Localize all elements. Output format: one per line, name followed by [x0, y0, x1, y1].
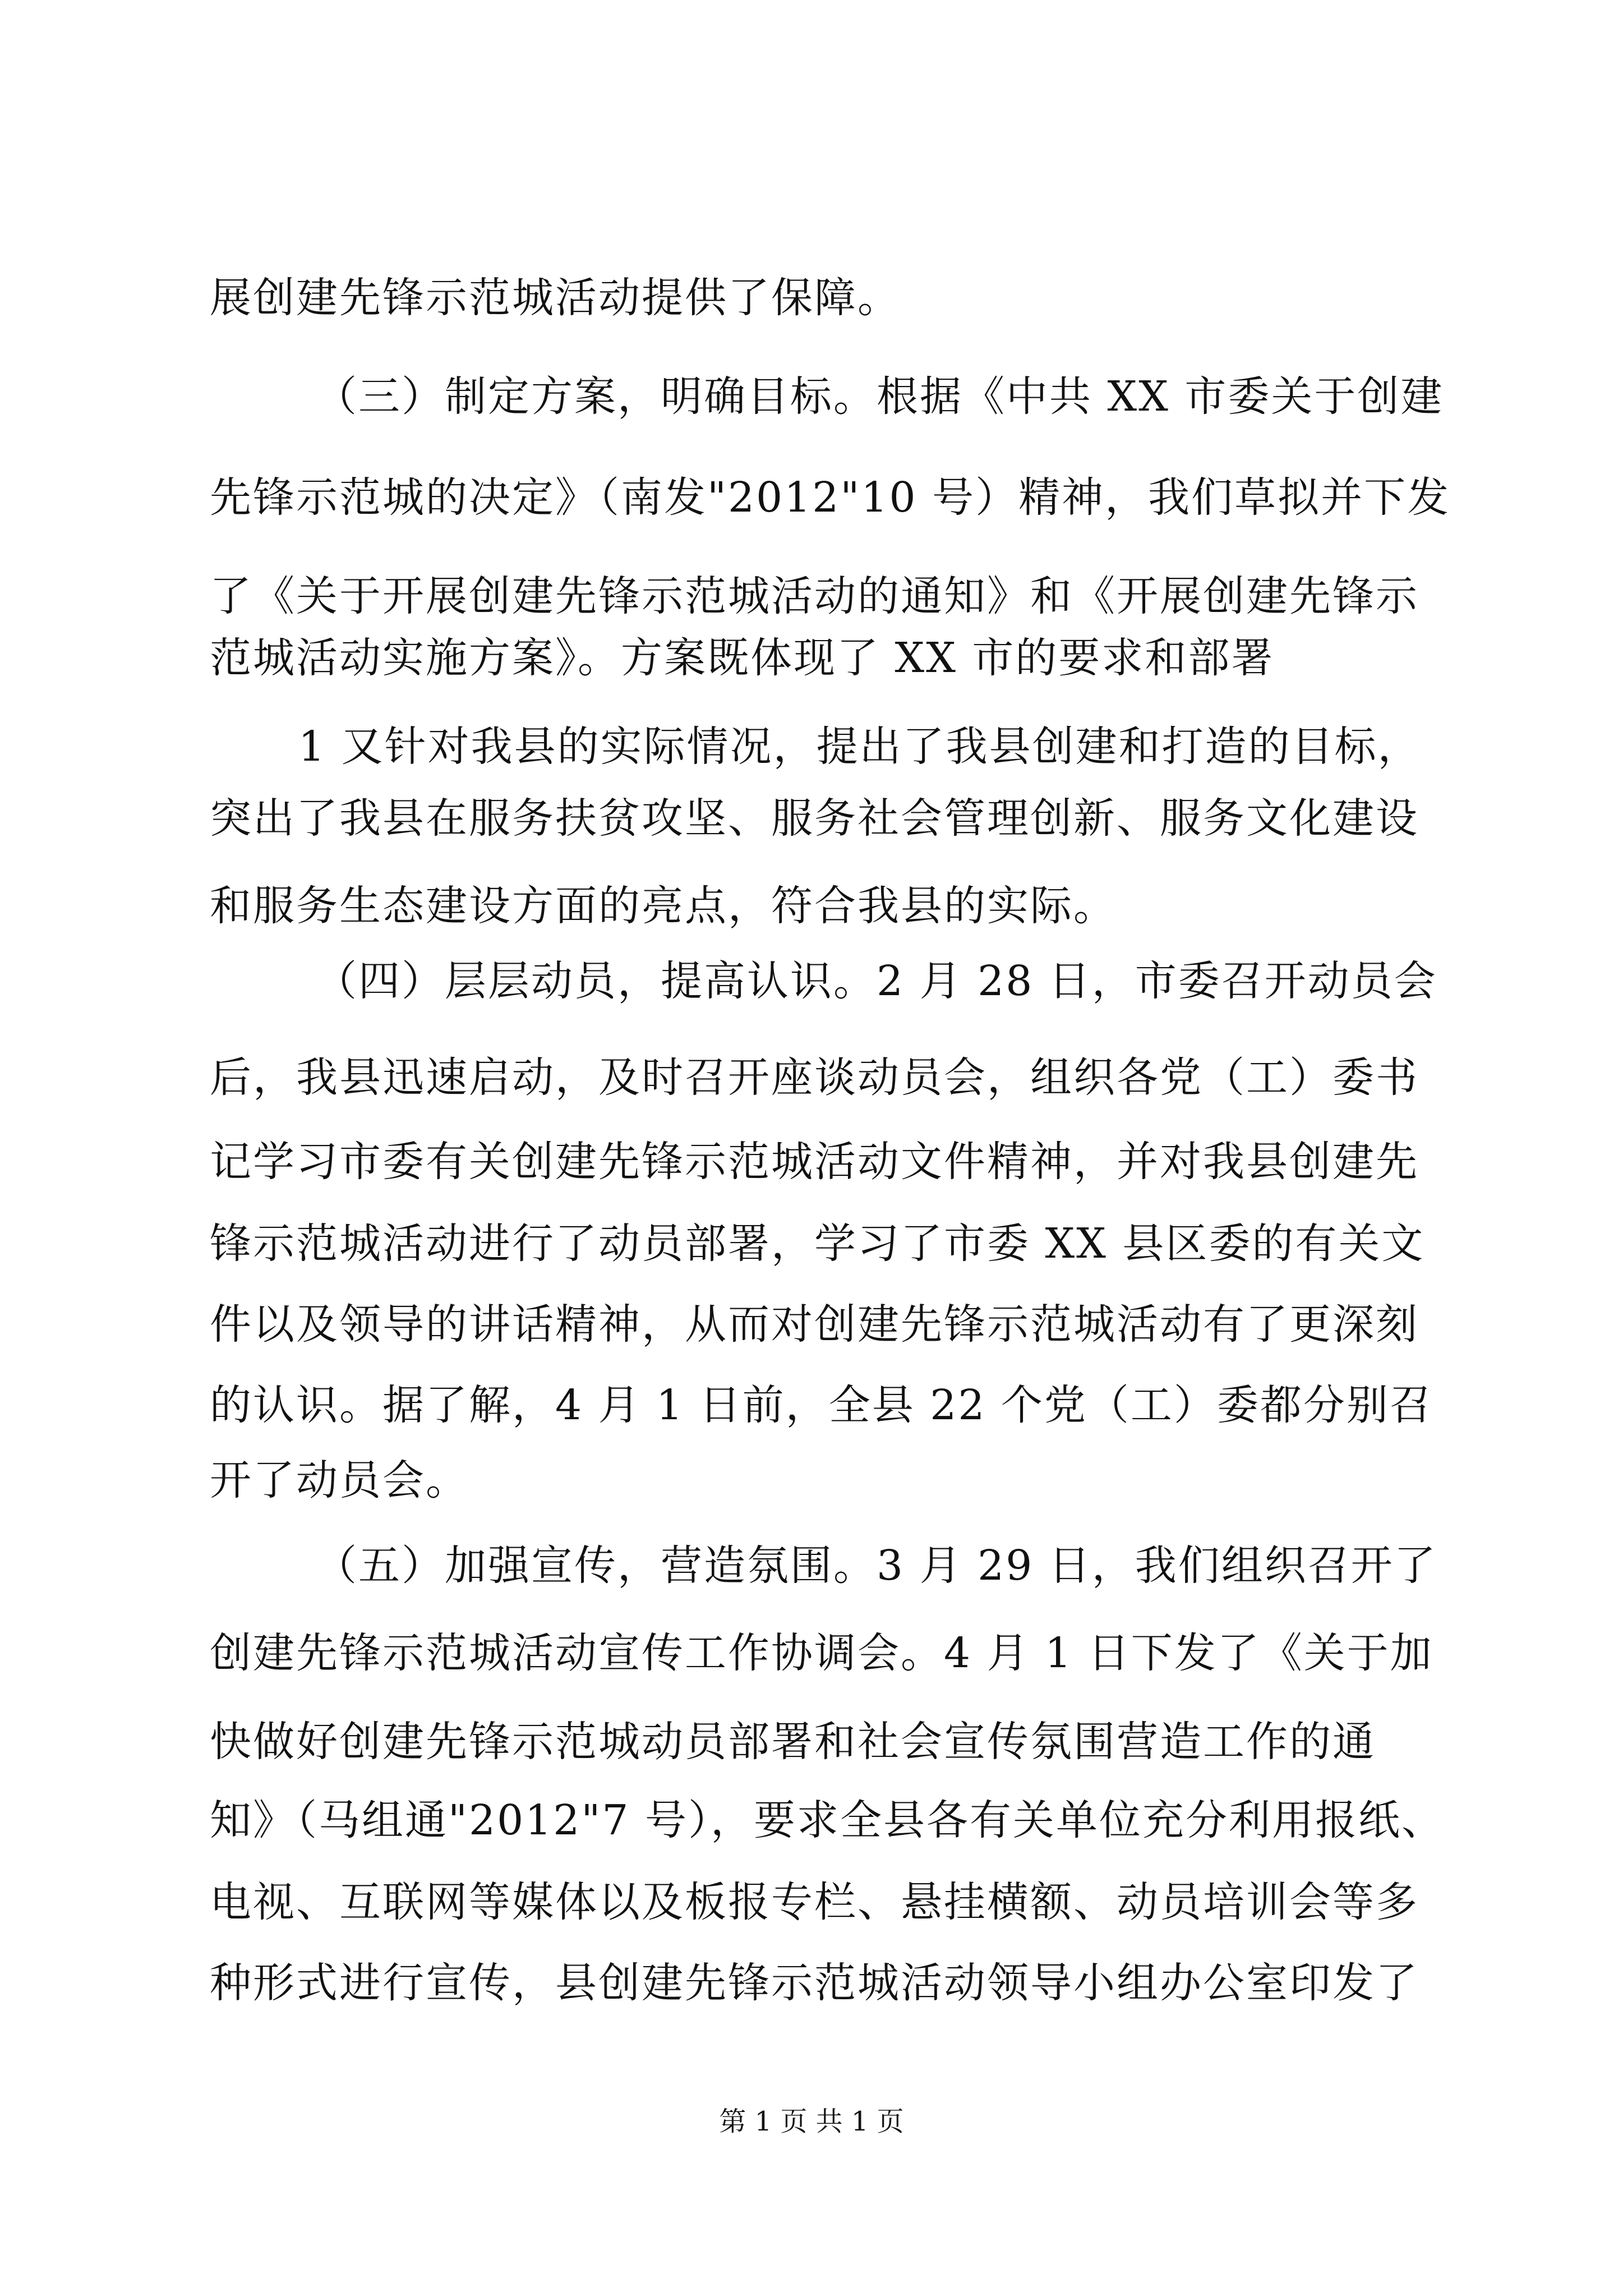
text-line-6: 1 又针对我县的实际情况，提出了我县创建和打造的目标， — [298, 723, 1421, 771]
text-line-12: 锋示范城活动进行了动员部署，学习了市委 XX 县区委的有关文 — [210, 1220, 1425, 1268]
text-line-5: 范城活动实施方案》。方案既体现了 XX 市的要求和部署 — [210, 634, 1275, 682]
text-line-1: 展创建先锋示范城活动提供了保障。 — [210, 274, 901, 322]
text-line-10: 后，我县迅速启动，及时召开座谈动员会，组织各党（工）委书 — [210, 1053, 1419, 1102]
text-line-17: 创建先锋示范城活动宣传工作协调会。4 月 1 日下发了《关于加 — [210, 1629, 1433, 1677]
text-line-16: （五）加强宣传，营造氛围。3 月 29 日，我们组织召开了 — [315, 1542, 1437, 1590]
text-line-4: 了《关于开展创建先锋示范城活动的通知》和《开展创建先锋示 — [210, 572, 1419, 620]
text-line-13: 件以及领导的讲话精神，从而对创建先锋示范城活动有了更深刻 — [210, 1300, 1419, 1349]
text-line-7: 突出了我县在服务扶贫攻坚、服务社会管理创新、服务文化建设 — [210, 794, 1419, 843]
text-line-18: 快做好创建先锋示范城动员部署和社会宣传氛围营造工作的通 — [210, 1718, 1376, 1766]
page-footer: 第 1 页 共 1 页 — [719, 2106, 904, 2137]
text-line-19: 知》（马组通"2012"7 号），要求全县各有关单位充分利用报纸、 — [210, 1796, 1445, 1844]
text-line-15: 开了动员会。 — [210, 1456, 469, 1504]
text-line-3: 先锋示范城的决定》（南发"2012"10 号）精神，我们草拟并下发 — [210, 473, 1451, 522]
text-line-11: 记学习市委有关创建先锋示范城活动文件精神，并对我县创建先 — [210, 1138, 1419, 1186]
text-line-9: （四）层层动员，提高认识。2 月 28 日，市委召开动员会 — [315, 957, 1437, 1005]
text-line-21: 种形式进行宣传，县创建先锋示范城活动领导小组办公室印发了 — [210, 1959, 1419, 2007]
text-line-8: 和服务生态建设方面的亮点，符合我县的实际。 — [210, 882, 1117, 930]
text-line-20: 电视、互联网等媒体以及板报专栏、悬挂横额、动员培训会等多 — [210, 1878, 1419, 1926]
text-line-2: （三）制定方案，明确目标。根据《中共 XX 市委关于创建 — [315, 372, 1444, 421]
text-line-14: 的认识。据了解，4 月 1 日前，全县 22 个党（工）委都分别召 — [210, 1381, 1433, 1429]
